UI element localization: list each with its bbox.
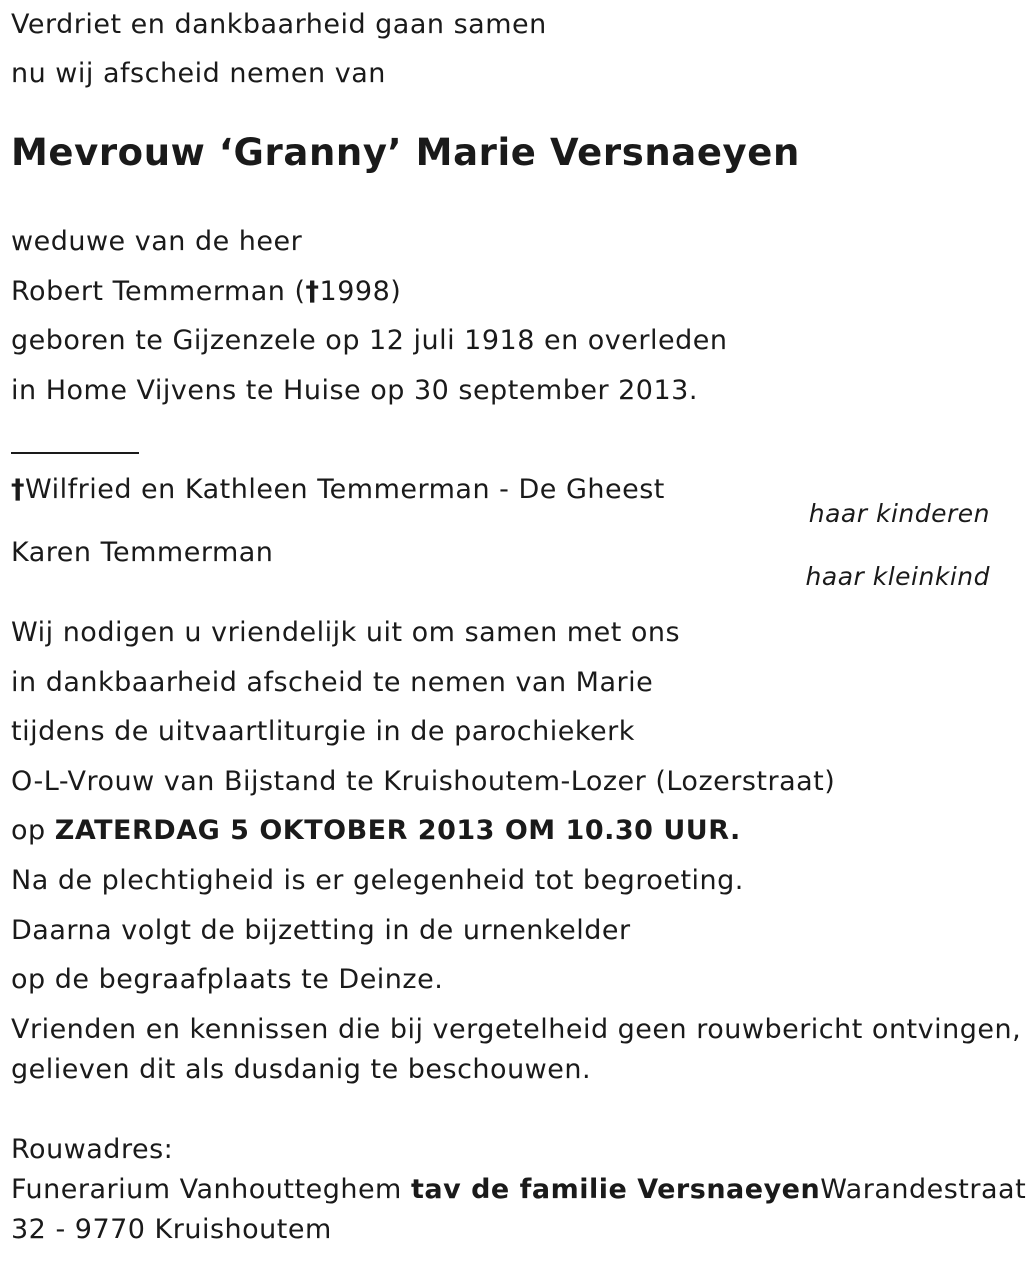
ceremony-datetime: ZATERDAG 5 OKTOBER 2013 OM 10.30 UUR. [54,815,741,846]
address-line-1 [11,1172,1026,1208]
invitation-line-1: Wij nodigen u vriendelijk uit om samen met ons [11,617,681,648]
separator-rule [11,452,139,454]
ceremony-datetime-line [11,813,741,849]
invitation-line-6: Na de plechtigheid is er gelegenheid tot begroeting. [11,865,744,896]
intro-line-2: nu wij afscheid nemen van [11,58,386,89]
invitation-line-2: in dankbaarheid afscheid te nemen van Marie [11,667,654,698]
spouse-line [11,274,401,310]
children-line [11,472,665,508]
spouse-name: Robert Temmerman ( [11,276,306,307]
birth-line: geboren te Gijzenzele op 12 juli 1918 en overleden [11,325,728,356]
death-line: in Home Vijvens te Huise op 30 september 2013. [11,375,698,406]
invitation-line-4: O-L-Vrouw van Bijstand te Kruishoutem-Lozer (Lozerstraat) [11,766,836,797]
deceased-name: Mevrouw ‘Granny’ Marie Versnaeyen [11,131,800,174]
address-street: Warandestraat [820,1174,1026,1205]
invitation-line-10: gelieven dit als dusdanig te beschouwen. [11,1054,592,1085]
children-names: Wilfried en Kathleen Temmerman - De Gheest [25,474,665,505]
address-label: Rouwadres: [11,1134,174,1165]
spouse-year: 1998) [319,276,402,307]
widow-line: weduwe van de heer [11,226,303,257]
funerarium-name: Funerarium Vanhoutteghem [11,1174,411,1205]
grandchild-role: haar kleinkind [805,562,990,591]
grandchild-line: Karen Temmerman [11,537,274,568]
invitation-line-9: Vrienden en kennissen die bij vergetelheid geen rouwbericht ontvingen, [11,1014,1022,1045]
address-attention: tav de familie Versnaeyen [410,1174,821,1205]
cross-icon: † [11,474,25,505]
invitation-line-7: Daarna volgt de bijzetting in de urnenkelder [11,915,631,946]
invitation-line-3: tijdens de uitvaartliturgie in de parochiekerk [11,716,635,747]
children-role: haar kinderen [808,499,990,528]
address-line-2: 32 - 9770 Kruishoutem [11,1214,332,1245]
cross-icon: † [305,276,320,307]
ceremony-prefix: op [11,815,55,846]
invitation-line-8: op de begraafplaats te Deinze. [11,964,444,995]
intro-line-1: Verdriet en dankbaarheid gaan samen [11,9,547,40]
